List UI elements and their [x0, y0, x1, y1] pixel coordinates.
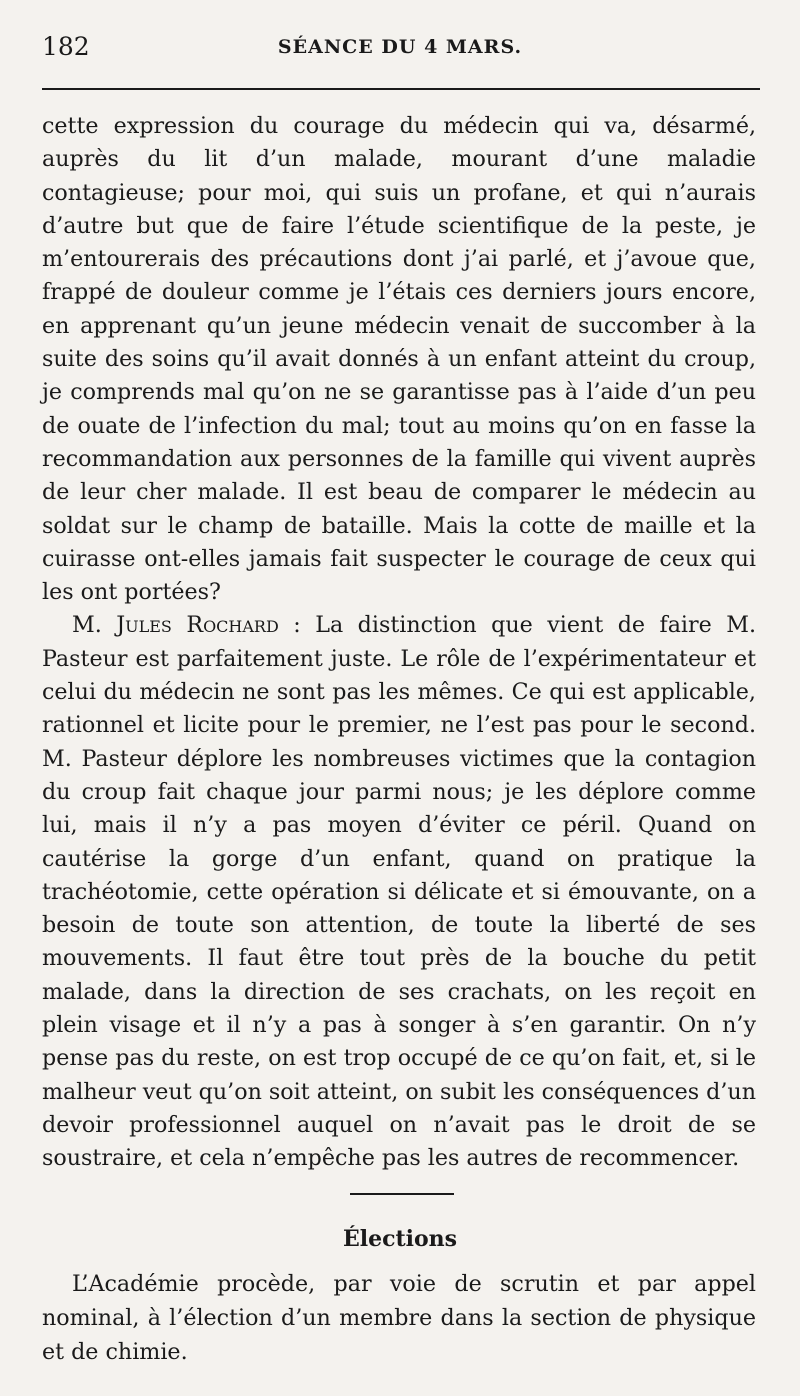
speaker-text: : La distinction que vient de faire M. Pasteur est parfaitement juste. Le rôle de l’expérimentateur et celui du médecin ne sont pas les mêmes. Ce qui est applicable, rationnel et licite pour le premier, ne l’est pas pour le second. M. Pasteur déplore les nombreuses victimes que la contagion du croup fait chaque jour parmi nous; je les déplore comme lui, mais il n’y a pas moyen d’éviter ce péril. Quand on cautérise la gorge d’un enfant, quand on pratique la trachéotomie, cette opération si délicate et si émouvante, on a besoin de toute son attention, de toute la liberté de ses mouvements. Il faut être tout près de la bouche du petit malade, dans la direction de ses crachats, on les reçoit en plein visage et il n’y a pas à songer à s’en garantir. On n’y pense pas du reste, on est trop occupé de ce qu’on fait, et, si le malheur veut qu’on soit atteint, on subit les conséquences d’un devoir professionnel auquel on n’avait pas le droit de se soustraire, et cela n’empêche pas les autres de recommencer.: [42, 612, 757, 1172]
paragraph-rochard: [42, 609, 756, 1175]
section-divider: [350, 1193, 454, 1195]
section-heading: Élections: [342, 1226, 458, 1252]
body-text: [42, 110, 756, 1176]
speaker-prefix: M.: [72, 612, 117, 639]
running-title: SÉANCE DU 4 MARS.: [277, 36, 523, 58]
section-paragraph: L’Académie procède, par voie de scrutin et par appel nominal, à l’élection d’un membre dans la section de physique et de chimie.: [42, 1271, 756, 1365]
header-rule: [42, 88, 760, 90]
speaker-name: Jules Rochard: [116, 612, 279, 639]
page-header: [42, 30, 758, 64]
page-number: 182: [42, 32, 90, 61]
section-body: [42, 1267, 756, 1369]
paragraph-continued: cette expression du courage du médecin qui va, désarmé, auprès du lit d’un malade, mourant d’une maladie contagieuse; pour moi, qui suis un profane, et qui n’aurais d’autre but que de faire l’étude scientifique de la peste, je m’entourerais des précautions dont j’ai parlé, et j’avoue que, frappé de douleur comme je l’étais ces derniers jours encore, en apprenant qu’un jeune médecin venait de succomber à la suite des soins qu’il avait donnés à un enfant atteint du croup, je comprends mal qu’on ne se garantisse pas à l’aide d’un peu de ouate de l’infection du mal; tout au moins qu’on en fasse la recommandation aux personnes de la famille qui vivent auprès de leur cher malade. Il est beau de comparer le médecin au soldat sur le champ de bataille. Mais la cotte de maille et la cuirasse ont-elles jamais fait suspecter le courage de ceux qui les ont portées?: [42, 113, 756, 606]
